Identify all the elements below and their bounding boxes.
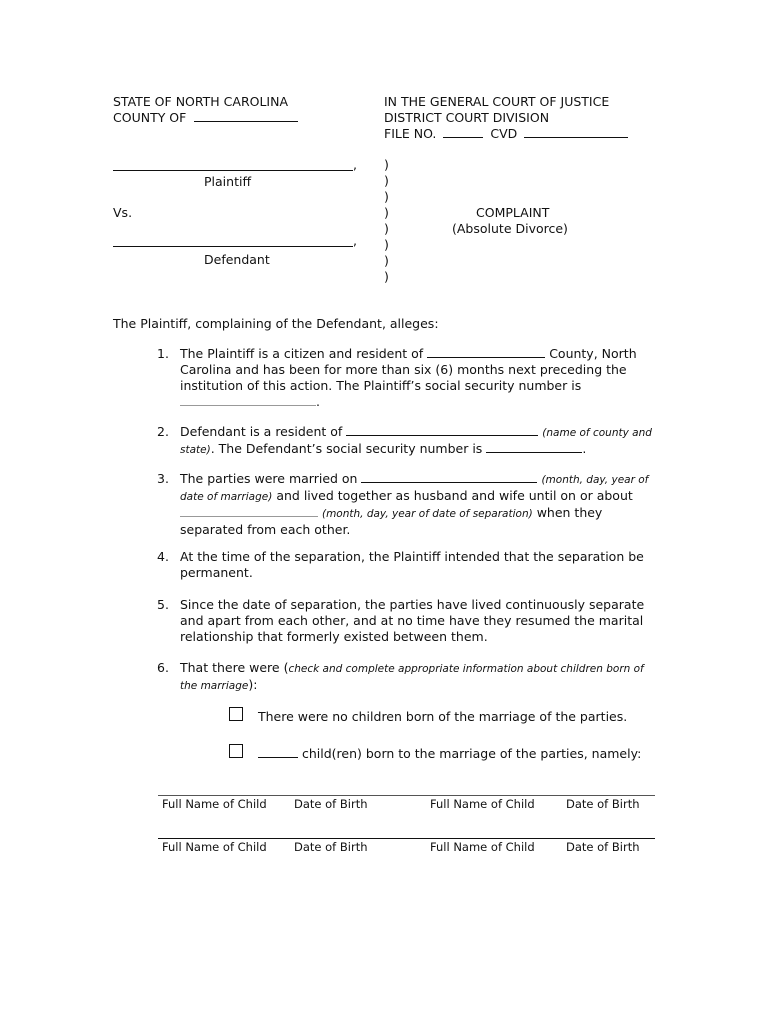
- paren: ): [384, 173, 389, 188]
- plaintiff-ssn-blank[interactable]: [180, 394, 316, 406]
- child-dob-header: Date of Birth: [566, 797, 640, 811]
- child-name-header: Full Name of Child: [162, 840, 267, 854]
- child-name-header: Full Name of Child: [162, 797, 267, 811]
- paren: ): [384, 205, 389, 220]
- paragraph-number: 3.: [157, 471, 169, 486]
- p3-text-b: and lived together as husband and wife until on or about: [276, 488, 633, 503]
- county-blank[interactable]: [194, 110, 298, 122]
- p3-text-a: The parties were married on: [180, 471, 358, 486]
- cvd-label: CVD: [490, 126, 518, 141]
- division-heading: DISTRICT COURT DIVISION: [384, 110, 550, 125]
- p2-text-c: .: [582, 441, 587, 456]
- children-count-blank[interactable]: [258, 746, 298, 758]
- child-row-line[interactable]: [158, 795, 655, 796]
- paren: ): [384, 189, 389, 204]
- p2-text-b: . The Defendant’s social security number is: [210, 441, 483, 456]
- state-heading: STATE OF NORTH CAROLINA: [113, 94, 289, 109]
- p1-text-b: County, North Carolina and has been for more than six (6) months next preceding the institution of this action. The Plaintiff’s social security number is: [180, 346, 637, 393]
- county-label-text: COUNTY OF: [113, 110, 187, 125]
- paragraph-6: [180, 660, 660, 694]
- paragraph-number: 2.: [157, 424, 169, 439]
- p1-text-c: .: [316, 394, 320, 409]
- intro-text: The Plaintiff, complaining of the Defendant, alleges:: [113, 316, 439, 331]
- p1-text-a: The Plaintiff is a citizen and resident of: [180, 346, 424, 361]
- paragraph-3: [180, 471, 660, 538]
- p6-text-b: ):: [248, 677, 258, 692]
- defendant-comma: ,: [353, 233, 357, 248]
- p2-text-a: Defendant is a resident of: [180, 424, 343, 439]
- paragraph-number: 4.: [157, 549, 169, 564]
- children-label: child(ren) born to the marriage of the parties, namely:: [301, 746, 642, 761]
- paren: ): [384, 221, 389, 236]
- file-label: FILE NO.: [384, 126, 437, 141]
- marriage-date-blank[interactable]: [361, 471, 537, 483]
- child-dob-header: Date of Birth: [294, 840, 368, 854]
- separation-date-blank[interactable]: [180, 505, 318, 517]
- county-label: [113, 110, 298, 125]
- p3-text-c: when they separated from each other.: [180, 505, 603, 537]
- children-checkbox[interactable]: [229, 744, 243, 758]
- paragraph-number: 1.: [157, 346, 169, 361]
- paragraph-5: Since the date of separation, the parties have lived continuously separate and apart from each other, and at no time have they resumed the marital relationship that formerly existed between them.: [180, 597, 645, 644]
- paren: ): [384, 269, 389, 284]
- p3-hint-1: (month, day, year of date of marriage): [180, 474, 649, 503]
- cvd-blank[interactable]: [524, 126, 628, 138]
- no-children-checkbox[interactable]: [229, 707, 243, 721]
- defendant-name-line[interactable]: [113, 246, 353, 247]
- vs-label: Vs.: [113, 205, 133, 220]
- no-children-label: There were no children born of the marriage of the parties.: [258, 709, 628, 724]
- court-heading: IN THE GENERAL COURT OF JUSTICE: [384, 94, 610, 109]
- child-row-line[interactable]: [158, 838, 655, 839]
- paragraph-number: 6.: [157, 660, 169, 675]
- p2-hint: (name of county and state): [180, 427, 652, 456]
- child-name-header: Full Name of Child: [430, 797, 535, 811]
- child-dob-header: Date of Birth: [294, 797, 368, 811]
- defendant-label: Defendant: [204, 252, 270, 267]
- child-name-header: Full Name of Child: [430, 840, 535, 854]
- file-number-blank[interactable]: [443, 126, 483, 138]
- paragraph-4: At the time of the separation, the Plaintiff intended that the separation be permanent.: [180, 549, 644, 580]
- defendant-ssn-blank[interactable]: [486, 441, 582, 453]
- paragraph-2: [180, 424, 660, 458]
- plaintiff-county-blank[interactable]: [427, 346, 545, 358]
- paren: ): [384, 253, 389, 268]
- p3-hint-2: (month, day, year of date of separation): [321, 508, 533, 520]
- paren: ): [384, 237, 389, 252]
- p6-hint: check and complete appropriate information about children born of the marriage: [180, 663, 644, 692]
- defendant-residence-blank[interactable]: [346, 424, 538, 436]
- child-dob-header: Date of Birth: [566, 840, 640, 854]
- paragraph-1: [180, 346, 660, 410]
- document-subtitle: (Absolute Divorce): [452, 221, 568, 236]
- plaintiff-comma: ,: [353, 157, 357, 172]
- document-title: COMPLAINT: [476, 205, 550, 220]
- plaintiff-label: Plaintiff: [204, 174, 252, 189]
- p6-text-a: That there were (: [180, 660, 289, 675]
- paren: ): [384, 157, 389, 172]
- file-number: [384, 126, 628, 141]
- plaintiff-name-line[interactable]: [113, 170, 353, 171]
- children-option: [258, 746, 641, 761]
- paragraph-number: 5.: [157, 597, 169, 612]
